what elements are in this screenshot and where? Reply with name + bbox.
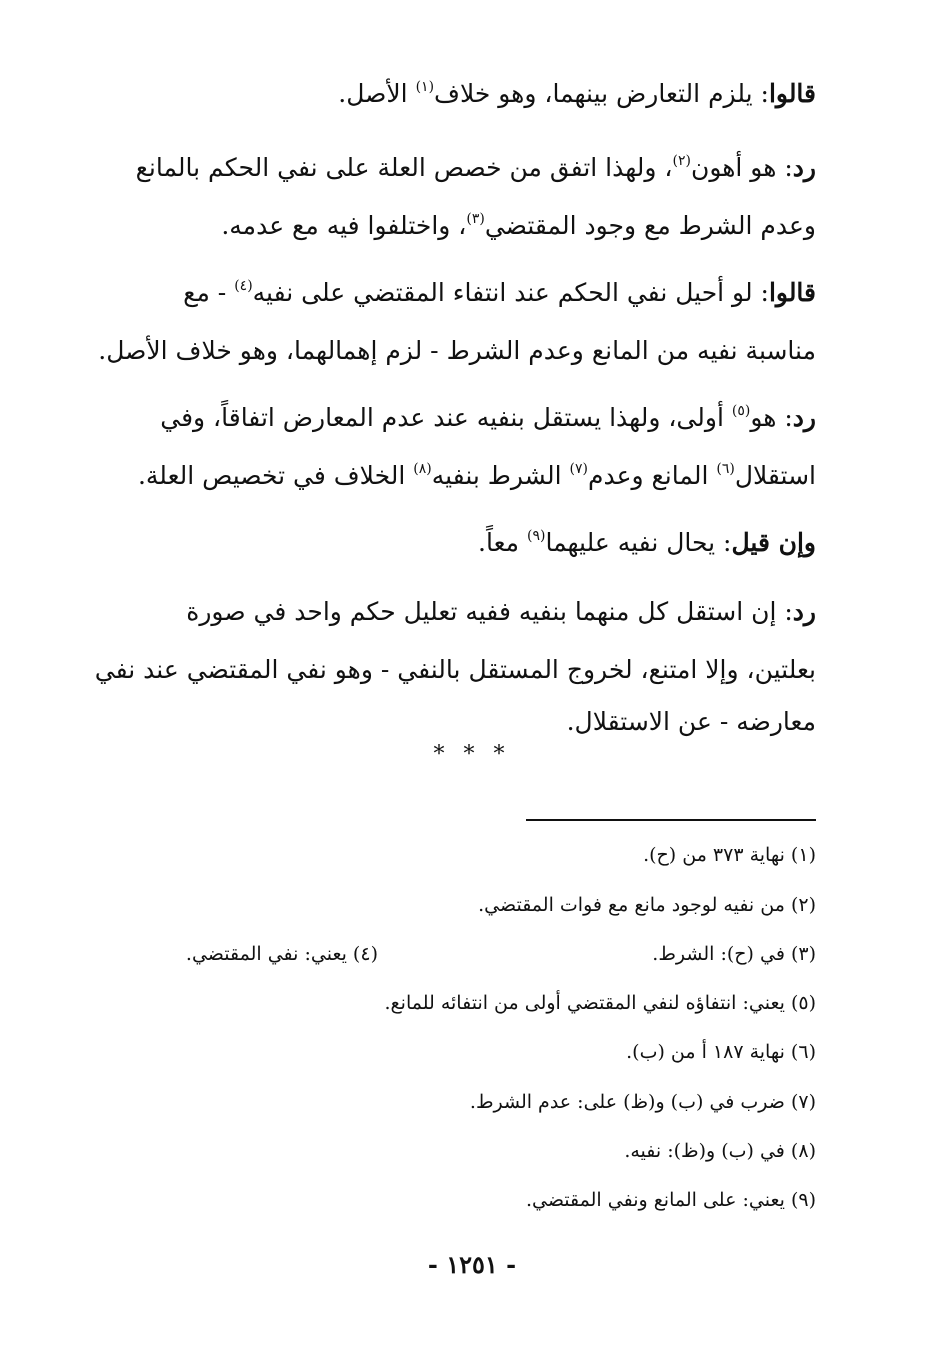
p3-text-c: مناسبة نفيه من المانع وعدم الشرط - لزم إهمالهما، وهو خلاف الأصل. bbox=[98, 336, 816, 365]
p4-text-f: الخلاف في تخصيص العلة. bbox=[137, 461, 414, 490]
p2-text-a: : هو أهون bbox=[690, 153, 793, 182]
p2-text-b: ، ولهذا اتفق من خصص العلة على نفي الحكم بالمانع bbox=[135, 153, 673, 182]
p3-label: قالوا bbox=[768, 278, 816, 307]
p5-text-a: : يحال نفيه عليهما bbox=[545, 528, 732, 557]
section-separator: * * * bbox=[433, 742, 511, 767]
p3-text-a: : لو أحيل نفي الحكم عند انتفاء المقتضي على نفيه bbox=[252, 278, 769, 307]
p5-line-1 bbox=[478, 527, 816, 559]
p5-text-b: معاً. bbox=[478, 528, 527, 557]
p1-text-a: : يلزم التعارض بينهما، وهو خلاف bbox=[434, 79, 769, 108]
p2-line-1 bbox=[136, 152, 816, 184]
footnote-2: (٢) من نفيه لوجود مانع مع فوات المقتضي. bbox=[478, 894, 816, 916]
footnote-8: (٨) في (ب) و(ظ): نفيه. bbox=[624, 1140, 816, 1162]
footnote-ref-6: (٦) bbox=[716, 461, 735, 477]
p5-label: وإن قيل bbox=[731, 528, 816, 557]
p2-text-d: ، واختلفوا فيه مع عدمه. bbox=[221, 211, 467, 240]
footnote-ref-7: (٧) bbox=[569, 461, 588, 477]
p6-line-2 bbox=[95, 654, 816, 686]
p6-line-3 bbox=[567, 706, 816, 738]
footnote-rule bbox=[526, 819, 816, 821]
footnote-ref-4: (٤) bbox=[234, 278, 253, 294]
p6-label: رد bbox=[792, 597, 816, 626]
footnote-ref-8: (٨) bbox=[413, 461, 432, 477]
page-number: - ١٢٥١ - bbox=[427, 1250, 517, 1279]
p4-text-a: : هو bbox=[750, 403, 793, 432]
p2-text-c: وعدم الشرط مع وجود المقتضي bbox=[484, 211, 816, 240]
p4-label: رد bbox=[792, 403, 816, 432]
p1-label: قالوا bbox=[768, 79, 816, 108]
footnote-ref-2: (٢) bbox=[672, 153, 691, 169]
p4-text-d: المانع وعدم bbox=[587, 461, 717, 490]
p4-text-c: استقلال bbox=[734, 461, 816, 490]
footnote-ref-5: (٥) bbox=[731, 403, 751, 419]
footnote-9: (٩) يعني: على المانع ونفي المقتضي. bbox=[525, 1189, 816, 1211]
p6-text-b: بعلتين، وإلا امتنع، لخروج المستقل بالنفي - وهو نفي المقتضي عند نفي bbox=[94, 655, 816, 684]
p2-line-2 bbox=[221, 210, 816, 242]
p6-text-a: : إن استقل كل منهما بنفيه ففيه تعليل حكم واحد في صورة bbox=[186, 597, 793, 626]
footnote-ref-3: (٣) bbox=[466, 211, 485, 227]
footnote-5: (٥) يعني: انتفاؤه لنفي المقتضي أولى من انتفائه للمانع. bbox=[384, 992, 816, 1014]
p4-text-e: الشرط بنفيه bbox=[431, 461, 570, 490]
p3-line-2 bbox=[98, 335, 816, 367]
footnote-4: (٤) يعني: نفي المقتضي. bbox=[185, 943, 378, 965]
p1-line-1 bbox=[338, 78, 816, 110]
p3-text-b: - مع bbox=[183, 278, 235, 307]
footnote-1: (١) نهاية ٣٧٣ من (ح). bbox=[643, 844, 816, 866]
footnote-6: (٦) نهاية ١٨٧ أ من (ب). bbox=[626, 1041, 816, 1063]
p3-line-1 bbox=[183, 277, 816, 309]
p4-line-2 bbox=[138, 460, 816, 492]
footnote-3: (٣) في (ح): الشرط. bbox=[652, 943, 816, 965]
p4-text-b: أولى، ولهذا يستقل بنفيه عند عدم المعارض اتفاقاً، وفي bbox=[160, 403, 732, 432]
p1-text-b: الأصل. bbox=[338, 79, 416, 108]
footnote-ref-1: (١) bbox=[415, 79, 435, 95]
footnote-ref-9: (٩) bbox=[526, 528, 546, 544]
p6-line-1 bbox=[186, 596, 816, 628]
footnote-7: (٧) ضرب في (ب) و(ظ) على: عدم الشرط. bbox=[469, 1091, 816, 1113]
p2-label: رد bbox=[792, 153, 816, 182]
p4-line-1 bbox=[160, 402, 816, 434]
p6-text-c: معارضه - عن الاستقلال. bbox=[566, 707, 816, 736]
